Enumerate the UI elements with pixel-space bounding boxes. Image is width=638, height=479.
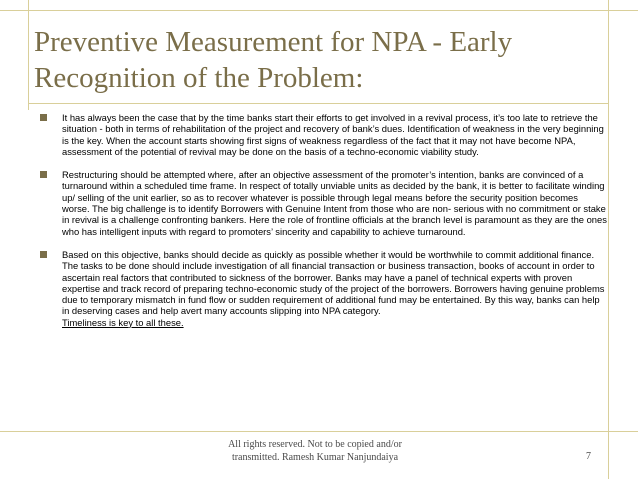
slide-title-line2: Recognition of the Problem: [34,62,364,94]
bullet-text-emphasis: Timeliness is key to all these. [62,316,184,328]
bullet-text: It has always been the case that by the time banks start their efforts to get involved in a revival process, it’s too late to retrieve the situation - both in terms of rehabilitation of the project and recovery of bank’s dues. Identification of weakness in the very beginning is the key. When the account starts showing first signs of weakness regardless of the fact that it may not have become NPA, assessment of the potential of revival may be done on the basis of a techno-economic viability study. [62,112,604,157]
footer-copyright [180,438,450,464]
title-underline-rule [28,103,608,104]
bullet-item [40,112,608,157]
footer-rule [0,431,638,432]
right-rule [608,0,609,479]
footer-line2: transmitted. Ramesh Kumar Nanjundaiya [231,452,399,463]
top-rule [0,10,638,11]
bullet-item [40,169,608,237]
bullet-item [40,249,608,328]
square-bullet-icon [40,251,47,258]
footer-line1: All rights reserved. Not to be copied and/or [228,439,402,450]
bullet-text [62,249,608,328]
bullet-list [40,112,608,340]
slide-title-line1: Preventive Measurement for NPA - Early [34,26,513,58]
bullet-text: Restructuring should be attempted where, after an objective assessment of the promoter’s intention, banks are convinced of a turnaround within a scheduled time frame. In respect of totally unviable units as decided by the bank, it is better to facilitate winding up/ selling of the unit earlier, so as to recover whatever is possible through legal means before the security position becomes worse. The big challenge is to identify Borrowers with Genuine Intent from those who are non- serious with no commitment or stake in revival is a challenge confronting bankers. Here the role of frontline officials at the branch level is paramount as they are the ones who has intelligent inputs with regard to promoters’ sincerity and capability to achieve turnaround. [62,169,607,237]
page-number: 7 [586,451,591,462]
left-rule [28,0,29,110]
square-bullet-icon [40,171,47,178]
square-bullet-icon [40,114,47,121]
bullet-text-body: Based on this objective, banks should decide as quickly as possible whether it would be worthwhile to commit additional finance. The tasks to be done should include investigation of all financial transaction or business transaction, books of account in order to ascertain real factors that contributed to sickness of the borrower. Banks may have a panel of technical experts with proven expertise and track record of preparing techno-economic study of the project of the borrowers. Borrowers having genuine problems due to temporary mismatch in fund flow or sudden requirement of additional fund may be entertained. By this way, banks can help in deserving cases and help avert many accounts slipping into NPA category. [62,248,605,317]
slide-title [34,24,604,96]
